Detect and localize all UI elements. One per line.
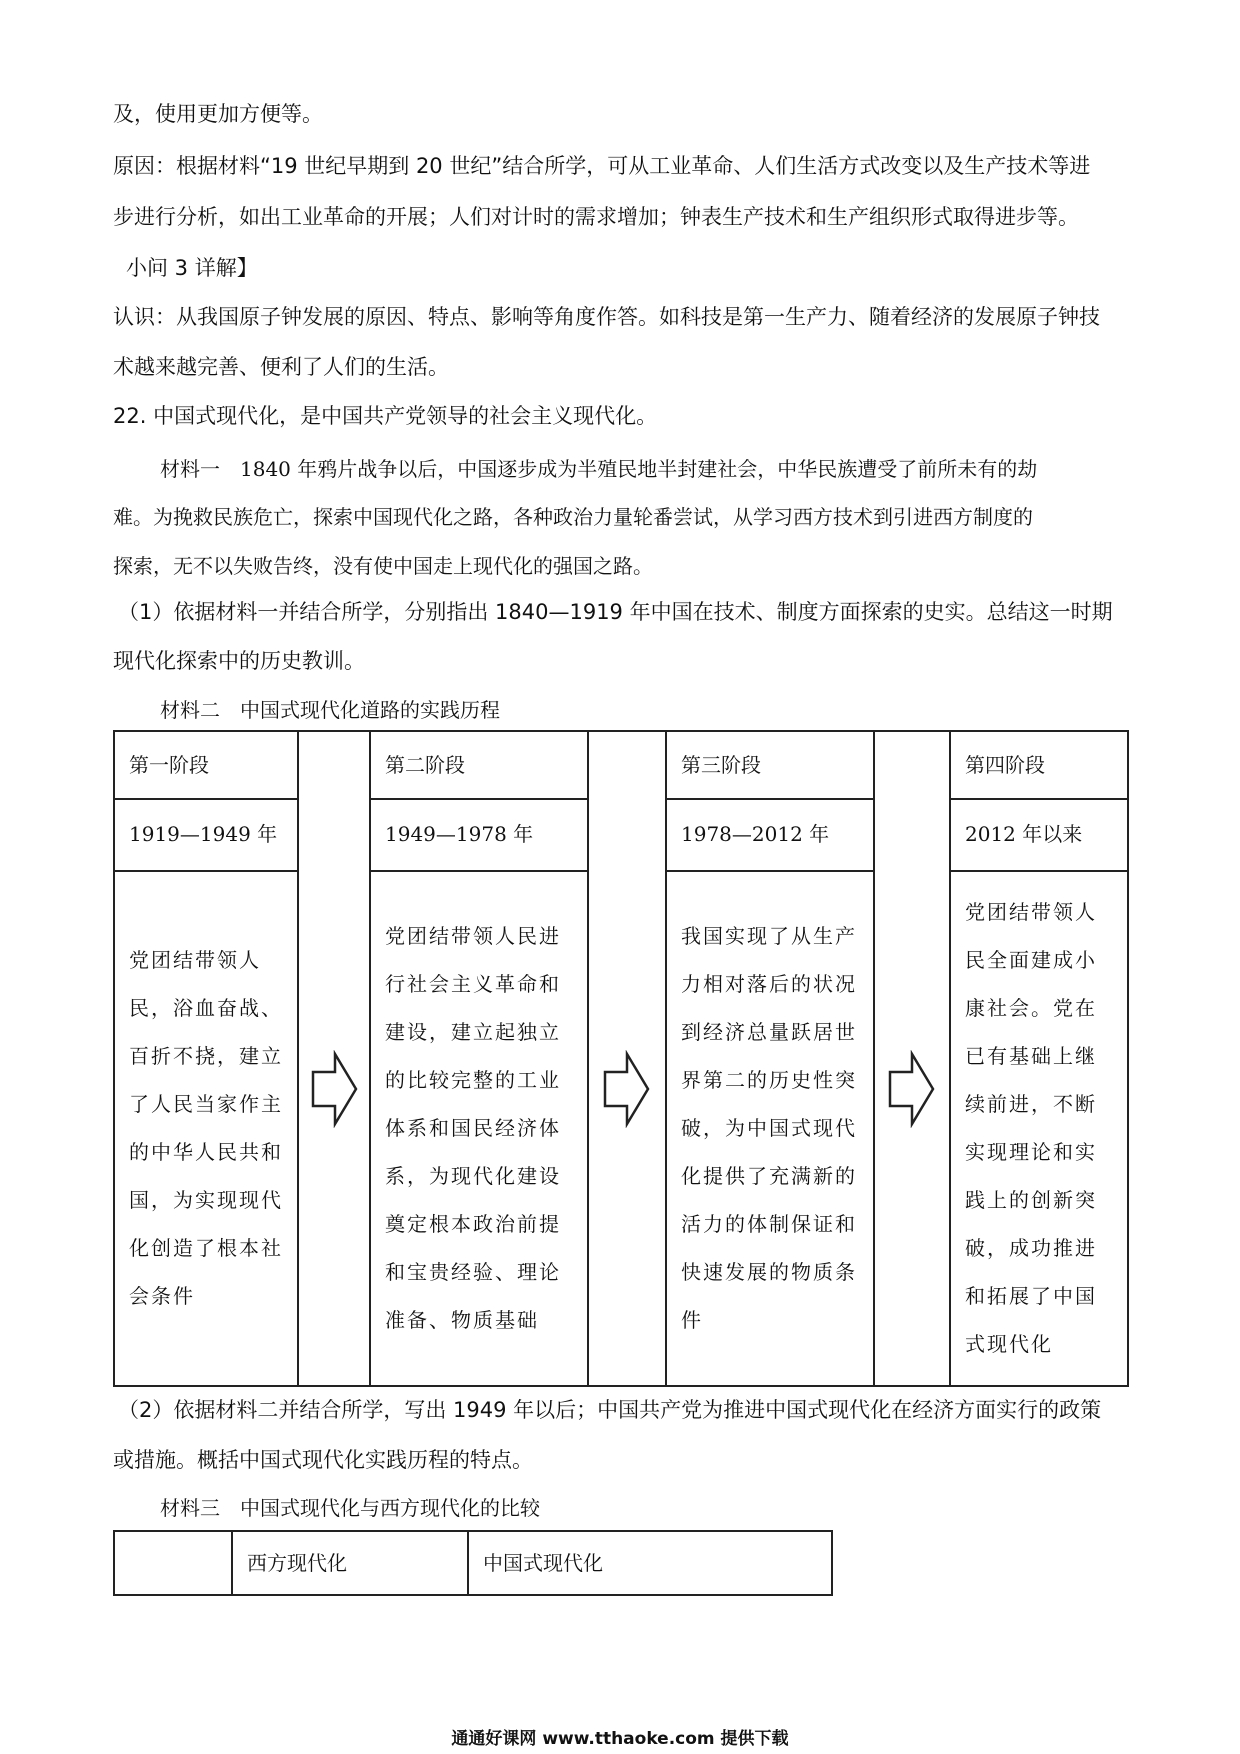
comparison-header-china: 中国式现代化: [483, 1551, 603, 1575]
right-arrow-icon: [888, 1050, 936, 1128]
comparison-header-west: 西方现代化: [233, 1532, 469, 1594]
stage-period: 1919—1949 年: [115, 798, 297, 872]
stage-name: 第一阶段: [115, 732, 297, 800]
text-line: 术越来越完善、便利了人们的生活。: [113, 355, 449, 379]
question-title: 22. 中国式现代化，是中国共产党领导的社会主义现代化。: [113, 404, 658, 428]
stage-content: 党团结带领人民，浴血奋战、百折不挠，建立了人民当家作主的中华人民共和国，为实现现代化创造了根本社会条件: [129, 947, 283, 1308]
stage-period: 1949—1978 年: [371, 798, 587, 872]
right-arrow-icon: [603, 1050, 651, 1128]
arrow-cell: [873, 730, 951, 1387]
question-1-line: （1）依据材料一并结合所学，分别指出 1840—1919 年中国在技术、制度方面探索的史实。总结这一时期: [118, 600, 1113, 624]
stage-column: [113, 730, 299, 1387]
stage-content: 我国实现了从生产力相对落后的状况到经济总量跃居世界第二的历史性突破，为中国式现代化提供了充满新的活力的体制保证和快速发展的物质条件: [681, 923, 857, 1332]
text-line: 及，使用更加方便等。: [113, 102, 323, 126]
text-line: 探索，无不以失败告终，没有使中国走上现代化的强国之路。: [113, 554, 653, 578]
material-three-caption: 材料三 中国式现代化与西方现代化的比较: [160, 1496, 540, 1520]
stages-table: [113, 730, 1129, 1387]
question-2-line: （2）依据材料二并结合所学，写出 1949 年以后；中国共产党为推进中国式现代化在经济方面实行的政策: [118, 1398, 1102, 1422]
arrow-cell: [297, 730, 371, 1387]
stage-period: 2012 年以来: [951, 798, 1127, 872]
text-line: 原因：根据材料“19 世纪早期到 20 世纪”结合所学，可从工业革命、人们生活方式改变以及生产技术等进: [113, 154, 1091, 178]
stage-name: 第三阶段: [667, 732, 873, 800]
material-two-caption: 材料二 中国式现代化道路的实践历程: [160, 698, 500, 722]
question-1-line: 现代化探索中的历史教训。: [113, 649, 365, 673]
stage-content: 党团结带领人民全面建成小康社会。党在已有基础上继续前进，不断实现理论和实践上的创新突破，成功推进和拓展了中国式现代化: [965, 899, 1097, 1356]
text-line: 步进行分析，如出工业革命的开展；人们对计时的需求增加；钟表生产技术和生产组织形式取得进步等。: [113, 205, 1079, 229]
text-line: 难。为挽救民族危亡，探索中国现代化之路，各种政治力量轮番尝试，从学习西方技术到引进西方制度的: [113, 505, 1033, 529]
text-line: 材料一 1840 年鸦片战争以后，中国逐步成为半殖民地半封建社会，中华民族遭受了前所未有的劫: [160, 457, 1038, 481]
section-heading: 小问 3 详解】: [126, 256, 258, 280]
comparison-table: [113, 1530, 833, 1596]
arrow-cell: [587, 730, 667, 1387]
question-2-line: 或措施。概括中国式现代化实践历程的特点。: [113, 1448, 533, 1472]
comparison-header-blank: [115, 1532, 233, 1594]
page-footer: 通通好课网 www.tthaoke.com 提供下载: [451, 1729, 789, 1749]
text-line: 认识：从我国原子钟发展的原因、特点、影响等角度作答。如科技是第一生产力、随着经济的发展原子钟技: [113, 305, 1100, 329]
stage-name: 第四阶段: [951, 732, 1127, 800]
stage-period: 1978—2012 年: [667, 798, 873, 872]
stage-column: [665, 730, 875, 1387]
stage-column: [949, 730, 1129, 1387]
right-arrow-icon: [311, 1050, 359, 1128]
stage-content: 党团结带领人民进行社会主义革命和建设，建立起独立的比较完整的工业体系和国民经济体系，为现代化建设奠定根本政治前提和宝贵经验、理论准备、物质基础: [385, 923, 561, 1332]
stage-name: 第二阶段: [371, 732, 587, 800]
stage-column: [369, 730, 589, 1387]
